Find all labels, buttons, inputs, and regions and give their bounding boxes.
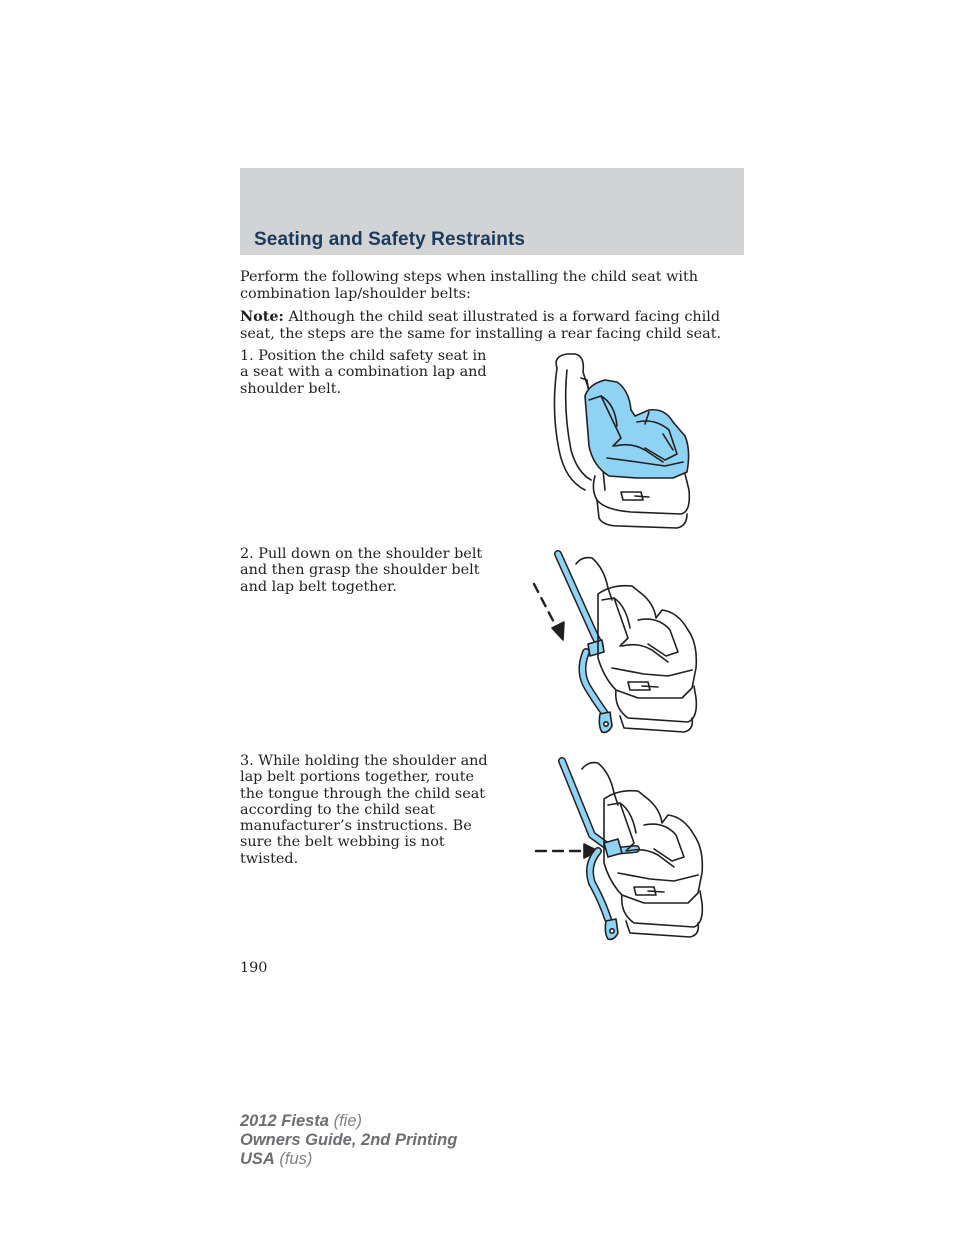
- note-label: Note:: [240, 308, 284, 325]
- page-number: 190: [240, 960, 268, 976]
- section-header-band: [240, 168, 744, 255]
- child-seat-illustration-1: [545, 350, 695, 532]
- footer-line-1: 2012 Fiesta (fie): [240, 1112, 362, 1130]
- footer-line-2: Owners Guide, 2nd Printing: [240, 1131, 458, 1149]
- child-seat-illustration-2: [528, 548, 708, 740]
- step-1-text: 1. Position the child safety seat in a seat with a combination lap and shoulder belt.: [240, 348, 487, 397]
- note-paragraph: [240, 309, 740, 342]
- footer-line-3: USA (fus): [240, 1150, 313, 1168]
- step-3-text: 3. While holding the shoulder and lap belt portions together, route the tongue through the child seat according to the child seat manufacturer’s instructions. Be sure the belt webbing is not twisted.: [240, 753, 488, 867]
- step-2-text: 2. Pull down on the shoulder belt and then grasp the shoulder belt and lap belt together.: [240, 546, 483, 595]
- footer-publication-info: [240, 1112, 457, 1169]
- section-title: Seating and Safety Restraints: [254, 229, 526, 250]
- child-seat-illustration-3: [532, 755, 712, 947]
- note-text: Although the child seat illustrated is a forward facing child seat, the steps are the same for installing a rear facing child seat.: [240, 309, 722, 342]
- intro-paragraph: Perform the following steps when installing the child seat with combination lap/shoulder belts:: [240, 269, 699, 302]
